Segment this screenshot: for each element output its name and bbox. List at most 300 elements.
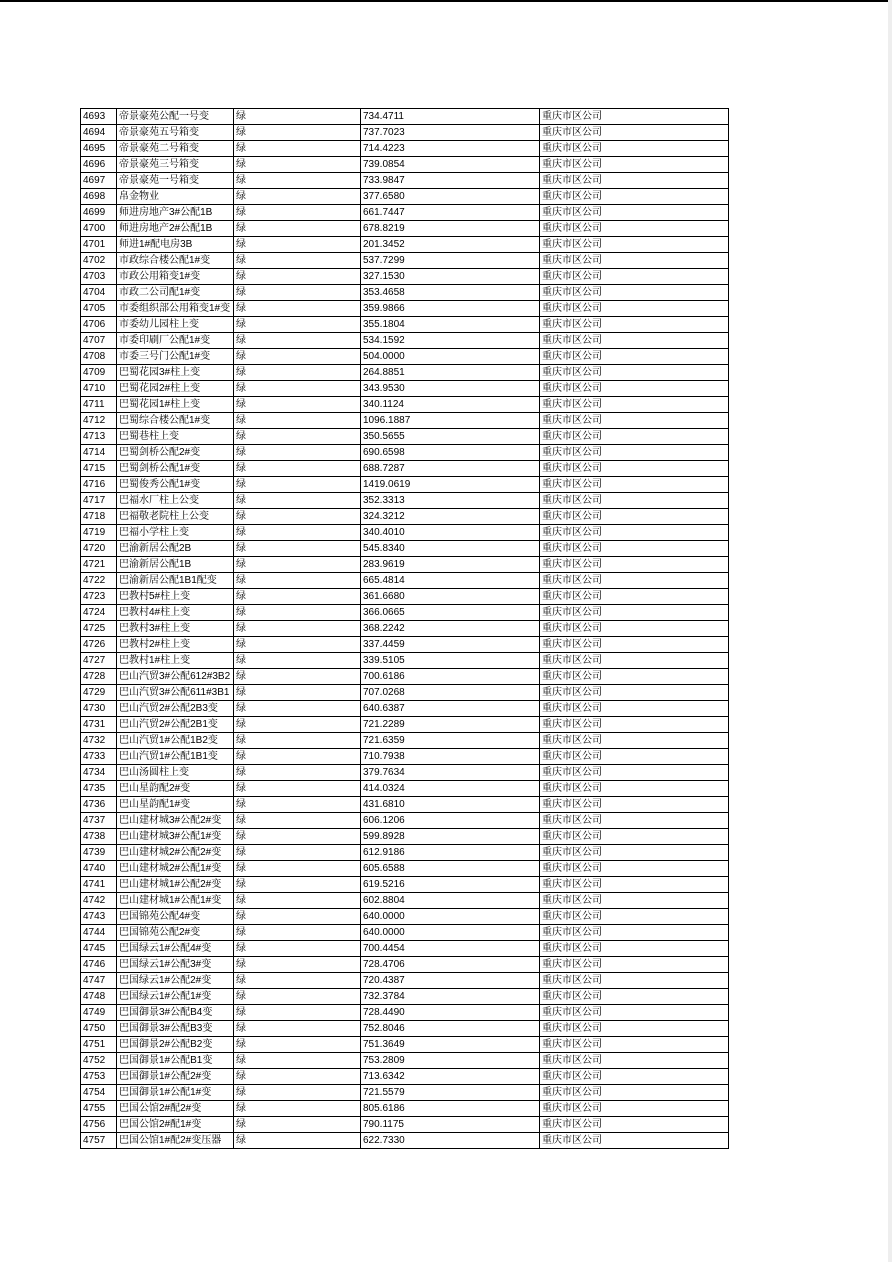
status-color-cell: 绿 <box>234 717 361 733</box>
company-cell: 重庆市区公司 <box>540 797 729 813</box>
status-color-cell: 绿 <box>234 749 361 765</box>
row-id-cell: 4729 <box>81 685 117 701</box>
status-color-cell: 绿 <box>234 701 361 717</box>
value-cell: 414.0324 <box>361 781 540 797</box>
substation-name-cell: 巴蜀俊秀公配1#变 <box>117 477 234 493</box>
company-cell: 重庆市区公司 <box>540 653 729 669</box>
row-id-cell: 4725 <box>81 621 117 637</box>
row-id-cell: 4757 <box>81 1133 117 1149</box>
company-cell: 重庆市区公司 <box>540 221 729 237</box>
value-cell: 721.5579 <box>361 1085 540 1101</box>
substation-name-cell: 巴蜀剑桥公配1#变 <box>117 461 234 477</box>
value-cell: 805.6186 <box>361 1101 540 1117</box>
row-id-cell: 4705 <box>81 301 117 317</box>
company-cell: 重庆市区公司 <box>540 621 729 637</box>
status-color-cell: 绿 <box>234 989 361 1005</box>
table-row <box>81 541 729 557</box>
substation-name-cell: 巴教村2#柱上变 <box>117 637 234 653</box>
table-row <box>81 237 729 253</box>
row-id-cell: 4714 <box>81 445 117 461</box>
status-color-cell: 绿 <box>234 1021 361 1037</box>
data-table <box>80 108 729 1149</box>
substation-name-cell: 市政综合楼公配1#变 <box>117 253 234 269</box>
row-id-cell: 4700 <box>81 221 117 237</box>
status-color-cell: 绿 <box>234 797 361 813</box>
substation-name-cell: 巴福敬老院柱上公变 <box>117 509 234 525</box>
substation-name-cell: 巴山汽贸2#公配2B1变 <box>117 717 234 733</box>
value-cell: 710.7938 <box>361 749 540 765</box>
status-color-cell: 绿 <box>234 541 361 557</box>
value-cell: 353.4658 <box>361 285 540 301</box>
company-cell: 重庆市区公司 <box>540 1069 729 1085</box>
status-color-cell: 绿 <box>234 109 361 125</box>
status-color-cell: 绿 <box>234 349 361 365</box>
substation-name-cell: 帝景豪苑二号箱变 <box>117 141 234 157</box>
row-id-cell: 4713 <box>81 429 117 445</box>
row-id-cell: 4702 <box>81 253 117 269</box>
value-cell: 368.2242 <box>361 621 540 637</box>
table-row <box>81 653 729 669</box>
substation-name-cell: 市委三号门公配1#变 <box>117 349 234 365</box>
status-color-cell: 绿 <box>234 589 361 605</box>
value-cell: 734.4711 <box>361 109 540 125</box>
row-id-cell: 4709 <box>81 365 117 381</box>
substation-name-cell: 市委印刷厂公配1#变 <box>117 333 234 349</box>
value-cell: 640.6387 <box>361 701 540 717</box>
company-cell: 重庆市区公司 <box>540 941 729 957</box>
table-row <box>81 189 729 205</box>
data-table-body <box>81 109 729 1149</box>
table-row <box>81 109 729 125</box>
substation-name-cell: 巴渝新居公配1B1配变 <box>117 573 234 589</box>
row-id-cell: 4696 <box>81 157 117 173</box>
substation-name-cell: 巴山汽贸1#公配1B1变 <box>117 749 234 765</box>
value-cell: 605.6588 <box>361 861 540 877</box>
company-cell: 重庆市区公司 <box>540 669 729 685</box>
table-row <box>81 397 729 413</box>
substation-name-cell: 师进房地产2#公配1B <box>117 221 234 237</box>
company-cell: 重庆市区公司 <box>540 173 729 189</box>
company-cell: 重庆市区公司 <box>540 717 729 733</box>
row-id-cell: 4710 <box>81 381 117 397</box>
value-cell: 728.4490 <box>361 1005 540 1021</box>
table-row <box>81 493 729 509</box>
value-cell: 599.8928 <box>361 829 540 845</box>
status-color-cell: 绿 <box>234 477 361 493</box>
substation-name-cell: 巴教村5#柱上变 <box>117 589 234 605</box>
value-cell: 622.7330 <box>361 1133 540 1149</box>
table-row <box>81 845 729 861</box>
company-cell: 重庆市区公司 <box>540 685 729 701</box>
status-color-cell: 绿 <box>234 285 361 301</box>
company-cell: 重庆市区公司 <box>540 445 729 461</box>
company-cell: 重庆市区公司 <box>540 333 729 349</box>
substation-name-cell: 巴教村3#柱上变 <box>117 621 234 637</box>
substation-name-cell: 巴国绿云1#公配3#变 <box>117 957 234 973</box>
status-color-cell: 绿 <box>234 317 361 333</box>
company-cell: 重庆市区公司 <box>540 1085 729 1101</box>
status-color-cell: 绿 <box>234 877 361 893</box>
status-color-cell: 绿 <box>234 765 361 781</box>
row-id-cell: 4697 <box>81 173 117 189</box>
status-color-cell: 绿 <box>234 893 361 909</box>
table-row <box>81 909 729 925</box>
status-color-cell: 绿 <box>234 1101 361 1117</box>
table-row <box>81 525 729 541</box>
row-id-cell: 4701 <box>81 237 117 253</box>
company-cell: 重庆市区公司 <box>540 317 729 333</box>
value-cell: 340.4010 <box>361 525 540 541</box>
value-cell: 619.5216 <box>361 877 540 893</box>
company-cell: 重庆市区公司 <box>540 877 729 893</box>
substation-name-cell: 巴国御景3#公配B4变 <box>117 1005 234 1021</box>
substation-name-cell: 巴教村4#柱上变 <box>117 605 234 621</box>
status-color-cell: 绿 <box>234 445 361 461</box>
value-cell: 737.7023 <box>361 125 540 141</box>
value-cell: 720.4387 <box>361 973 540 989</box>
table-row <box>81 317 729 333</box>
substation-name-cell: 巴山汤圆柱上变 <box>117 765 234 781</box>
value-cell: 534.1592 <box>361 333 540 349</box>
value-cell: 361.6680 <box>361 589 540 605</box>
table-row <box>81 269 729 285</box>
company-cell: 重庆市区公司 <box>540 461 729 477</box>
substation-name-cell: 巴国绿云1#公配4#变 <box>117 941 234 957</box>
substation-name-cell: 市委组织部公用箱变1#变 <box>117 301 234 317</box>
company-cell: 重庆市区公司 <box>540 125 729 141</box>
company-cell: 重庆市区公司 <box>540 701 729 717</box>
table-row <box>81 941 729 957</box>
substation-name-cell: 巴山建材城3#公配2#变 <box>117 813 234 829</box>
substation-name-cell: 帝景豪苑五号箱变 <box>117 125 234 141</box>
company-cell: 重庆市区公司 <box>540 813 729 829</box>
company-cell: 重庆市区公司 <box>540 189 729 205</box>
table-row <box>81 253 729 269</box>
company-cell: 重庆市区公司 <box>540 637 729 653</box>
row-id-cell: 4715 <box>81 461 117 477</box>
substation-name-cell: 巴教村1#柱上变 <box>117 653 234 669</box>
company-cell: 重庆市区公司 <box>540 509 729 525</box>
substation-name-cell: 巴国绿云1#公配1#变 <box>117 989 234 1005</box>
table-row <box>81 701 729 717</box>
status-color-cell: 绿 <box>234 429 361 445</box>
company-cell: 重庆市区公司 <box>540 493 729 509</box>
substation-name-cell: 巴国锦苑公配4#变 <box>117 909 234 925</box>
table-row <box>81 925 729 941</box>
table-row <box>81 605 729 621</box>
status-color-cell: 绿 <box>234 557 361 573</box>
status-color-cell: 绿 <box>234 1117 361 1133</box>
company-cell: 重庆市区公司 <box>540 1117 729 1133</box>
company-cell: 重庆市区公司 <box>540 749 729 765</box>
status-color-cell: 绿 <box>234 1085 361 1101</box>
company-cell: 重庆市区公司 <box>540 269 729 285</box>
status-color-cell: 绿 <box>234 941 361 957</box>
substation-name-cell: 师进房地产3#公配1B <box>117 205 234 221</box>
table-row <box>81 1133 729 1149</box>
row-id-cell: 4756 <box>81 1117 117 1133</box>
table-row <box>81 157 729 173</box>
value-cell: 790.1175 <box>361 1117 540 1133</box>
table-row <box>81 1037 729 1053</box>
row-id-cell: 4706 <box>81 317 117 333</box>
substation-name-cell: 巴国御景1#公配1#变 <box>117 1085 234 1101</box>
company-cell: 重庆市区公司 <box>540 301 729 317</box>
row-id-cell: 4744 <box>81 925 117 941</box>
substation-name-cell: 市政公用箱变1#变 <box>117 269 234 285</box>
table-row <box>81 765 729 781</box>
status-color-cell: 绿 <box>234 141 361 157</box>
status-color-cell: 绿 <box>234 221 361 237</box>
value-cell: 612.9186 <box>361 845 540 861</box>
substation-name-cell: 巴国公馆1#配2#变压器 <box>117 1133 234 1149</box>
status-color-cell: 绿 <box>234 189 361 205</box>
table-row <box>81 733 729 749</box>
company-cell: 重庆市区公司 <box>540 845 729 861</box>
company-cell: 重庆市区公司 <box>540 205 729 221</box>
table-row <box>81 205 729 221</box>
company-cell: 重庆市区公司 <box>540 429 729 445</box>
row-id-cell: 4699 <box>81 205 117 221</box>
row-id-cell: 4708 <box>81 349 117 365</box>
status-color-cell: 绿 <box>234 909 361 925</box>
company-cell: 重庆市区公司 <box>540 893 729 909</box>
row-id-cell: 4753 <box>81 1069 117 1085</box>
table-row <box>81 877 729 893</box>
substation-name-cell: 巴国御景3#公配B3变 <box>117 1021 234 1037</box>
table-row <box>81 989 729 1005</box>
table-row <box>81 781 729 797</box>
company-cell: 重庆市区公司 <box>540 573 729 589</box>
company-cell: 重庆市区公司 <box>540 381 729 397</box>
substation-name-cell: 市政二公司配1#变 <box>117 285 234 301</box>
table-row <box>81 1021 729 1037</box>
table-row <box>81 477 729 493</box>
value-cell: 739.0854 <box>361 157 540 173</box>
row-id-cell: 4723 <box>81 589 117 605</box>
status-color-cell: 绿 <box>234 733 361 749</box>
substation-name-cell: 巴福水厂柱上公变 <box>117 493 234 509</box>
status-color-cell: 绿 <box>234 1133 361 1149</box>
table-row <box>81 461 729 477</box>
status-color-cell: 绿 <box>234 381 361 397</box>
company-cell: 重庆市区公司 <box>540 253 729 269</box>
status-color-cell: 绿 <box>234 957 361 973</box>
company-cell: 重庆市区公司 <box>540 733 729 749</box>
substation-name-cell: 巴山星韵配2#变 <box>117 781 234 797</box>
row-id-cell: 4712 <box>81 413 117 429</box>
substation-name-cell: 巴山汽贸3#公配612#3B2 <box>117 669 234 685</box>
table-row <box>81 1101 729 1117</box>
substation-name-cell: 巴国御景2#公配B2变 <box>117 1037 234 1053</box>
row-id-cell: 4731 <box>81 717 117 733</box>
company-cell: 重庆市区公司 <box>540 925 729 941</box>
table-row <box>81 621 729 637</box>
table-row <box>81 717 729 733</box>
company-cell: 重庆市区公司 <box>540 829 729 845</box>
value-cell: 751.3649 <box>361 1037 540 1053</box>
table-row <box>81 1085 729 1101</box>
status-color-cell: 绿 <box>234 925 361 941</box>
value-cell: 283.9619 <box>361 557 540 573</box>
company-cell: 重庆市区公司 <box>540 1021 729 1037</box>
substation-name-cell: 巴福小学柱上变 <box>117 525 234 541</box>
value-cell: 713.6342 <box>361 1069 540 1085</box>
value-cell: 721.6359 <box>361 733 540 749</box>
value-cell: 1096.1887 <box>361 413 540 429</box>
row-id-cell: 4717 <box>81 493 117 509</box>
value-cell: 640.0000 <box>361 925 540 941</box>
status-color-cell: 绿 <box>234 1005 361 1021</box>
table-row <box>81 221 729 237</box>
substation-name-cell: 帝景豪苑三号箱变 <box>117 157 234 173</box>
value-cell: 366.0665 <box>361 605 540 621</box>
table-row <box>81 301 729 317</box>
substation-name-cell: 巴渝新居公配2B <box>117 541 234 557</box>
value-cell: 606.1206 <box>361 813 540 829</box>
row-id-cell: 4727 <box>81 653 117 669</box>
row-id-cell: 4749 <box>81 1005 117 1021</box>
status-color-cell: 绿 <box>234 333 361 349</box>
value-cell: 753.2809 <box>361 1053 540 1069</box>
substation-name-cell: 巴山建材城1#公配1#变 <box>117 893 234 909</box>
status-color-cell: 绿 <box>234 861 361 877</box>
company-cell: 重庆市区公司 <box>540 605 729 621</box>
status-color-cell: 绿 <box>234 269 361 285</box>
table-row <box>81 349 729 365</box>
company-cell: 重庆市区公司 <box>540 765 729 781</box>
substation-name-cell: 巴国御景1#公配B1变 <box>117 1053 234 1069</box>
status-color-cell: 绿 <box>234 461 361 477</box>
value-cell: 640.0000 <box>361 909 540 925</box>
value-cell: 733.9847 <box>361 173 540 189</box>
status-color-cell: 绿 <box>234 637 361 653</box>
value-cell: 201.3452 <box>361 237 540 253</box>
value-cell: 350.5655 <box>361 429 540 445</box>
substation-name-cell: 巴国御景1#公配2#变 <box>117 1069 234 1085</box>
row-id-cell: 4742 <box>81 893 117 909</box>
substation-name-cell: 帝景豪苑公配一号变 <box>117 109 234 125</box>
table-row <box>81 669 729 685</box>
substation-name-cell: 巴山汽贸3#公配611#3B1 <box>117 685 234 701</box>
substation-name-cell: 巴蜀剑桥公配2#变 <box>117 445 234 461</box>
status-color-cell: 绿 <box>234 1069 361 1085</box>
row-id-cell: 4736 <box>81 797 117 813</box>
company-cell: 重庆市区公司 <box>540 589 729 605</box>
value-cell: 752.8046 <box>361 1021 540 1037</box>
value-cell: 700.4454 <box>361 941 540 957</box>
row-id-cell: 4746 <box>81 957 117 973</box>
table-row <box>81 173 729 189</box>
substation-name-cell: 巴国公馆2#配1#变 <box>117 1117 234 1133</box>
value-cell: 340.1124 <box>361 397 540 413</box>
substation-name-cell: 巴蜀花园2#柱上变 <box>117 381 234 397</box>
status-color-cell: 绿 <box>234 685 361 701</box>
company-cell: 重庆市区公司 <box>540 1037 729 1053</box>
company-cell: 重庆市区公司 <box>540 237 729 253</box>
company-cell: 重庆市区公司 <box>540 525 729 541</box>
table-row <box>81 509 729 525</box>
value-cell: 732.3784 <box>361 989 540 1005</box>
status-color-cell: 绿 <box>234 173 361 189</box>
substation-name-cell: 巴国绿云1#公配2#变 <box>117 973 234 989</box>
table-row <box>81 445 729 461</box>
status-color-cell: 绿 <box>234 973 361 989</box>
table-row <box>81 637 729 653</box>
row-id-cell: 4733 <box>81 749 117 765</box>
company-cell: 重庆市区公司 <box>540 349 729 365</box>
company-cell: 重庆市区公司 <box>540 477 729 493</box>
value-cell: 545.8340 <box>361 541 540 557</box>
table-row <box>81 1005 729 1021</box>
value-cell: 690.6598 <box>361 445 540 461</box>
status-color-cell: 绿 <box>234 829 361 845</box>
value-cell: 377.6580 <box>361 189 540 205</box>
row-id-cell: 4738 <box>81 829 117 845</box>
company-cell: 重庆市区公司 <box>540 861 729 877</box>
row-id-cell: 4737 <box>81 813 117 829</box>
substation-name-cell: 巴蜀综合楼公配1#变 <box>117 413 234 429</box>
substation-name-cell: 巴国锦苑公配2#变 <box>117 925 234 941</box>
row-id-cell: 4730 <box>81 701 117 717</box>
status-color-cell: 绿 <box>234 653 361 669</box>
company-cell: 重庆市区公司 <box>540 397 729 413</box>
table-row <box>81 1053 729 1069</box>
substation-name-cell: 巴渝新居公配1B <box>117 557 234 573</box>
company-cell: 重庆市区公司 <box>540 141 729 157</box>
row-id-cell: 4735 <box>81 781 117 797</box>
table-row <box>81 413 729 429</box>
substation-name-cell: 师进1#配电房3B <box>117 237 234 253</box>
table-row <box>81 429 729 445</box>
status-color-cell: 绿 <box>234 157 361 173</box>
row-id-cell: 4732 <box>81 733 117 749</box>
table-row <box>81 1117 729 1133</box>
row-id-cell: 4693 <box>81 109 117 125</box>
company-cell: 重庆市区公司 <box>540 285 729 301</box>
substation-name-cell: 巴山建材城2#公配1#变 <box>117 861 234 877</box>
row-id-cell: 4722 <box>81 573 117 589</box>
table-row <box>81 829 729 845</box>
row-id-cell: 4718 <box>81 509 117 525</box>
value-cell: 665.4814 <box>361 573 540 589</box>
table-row <box>81 957 729 973</box>
row-id-cell: 4703 <box>81 269 117 285</box>
substation-name-cell: 市委幼儿园柱上变 <box>117 317 234 333</box>
substation-name-cell: 巴山汽贸1#公配1B2变 <box>117 733 234 749</box>
row-id-cell: 4716 <box>81 477 117 493</box>
value-cell: 324.3212 <box>361 509 540 525</box>
row-id-cell: 4747 <box>81 973 117 989</box>
row-id-cell: 4751 <box>81 1037 117 1053</box>
status-color-cell: 绿 <box>234 1053 361 1069</box>
table-row <box>81 125 729 141</box>
row-id-cell: 4721 <box>81 557 117 573</box>
value-cell: 707.0268 <box>361 685 540 701</box>
value-cell: 1419.0619 <box>361 477 540 493</box>
table-row <box>81 973 729 989</box>
company-cell: 重庆市区公司 <box>540 957 729 973</box>
company-cell: 重庆市区公司 <box>540 1053 729 1069</box>
row-id-cell: 4748 <box>81 989 117 1005</box>
substation-name-cell: 巴蜀巷柱上变 <box>117 429 234 445</box>
value-cell: 355.1804 <box>361 317 540 333</box>
table-row <box>81 365 729 381</box>
substation-name-cell: 巴蜀花园3#柱上变 <box>117 365 234 381</box>
row-id-cell: 4728 <box>81 669 117 685</box>
row-id-cell: 4750 <box>81 1021 117 1037</box>
substation-name-cell: 帛金物业 <box>117 189 234 205</box>
